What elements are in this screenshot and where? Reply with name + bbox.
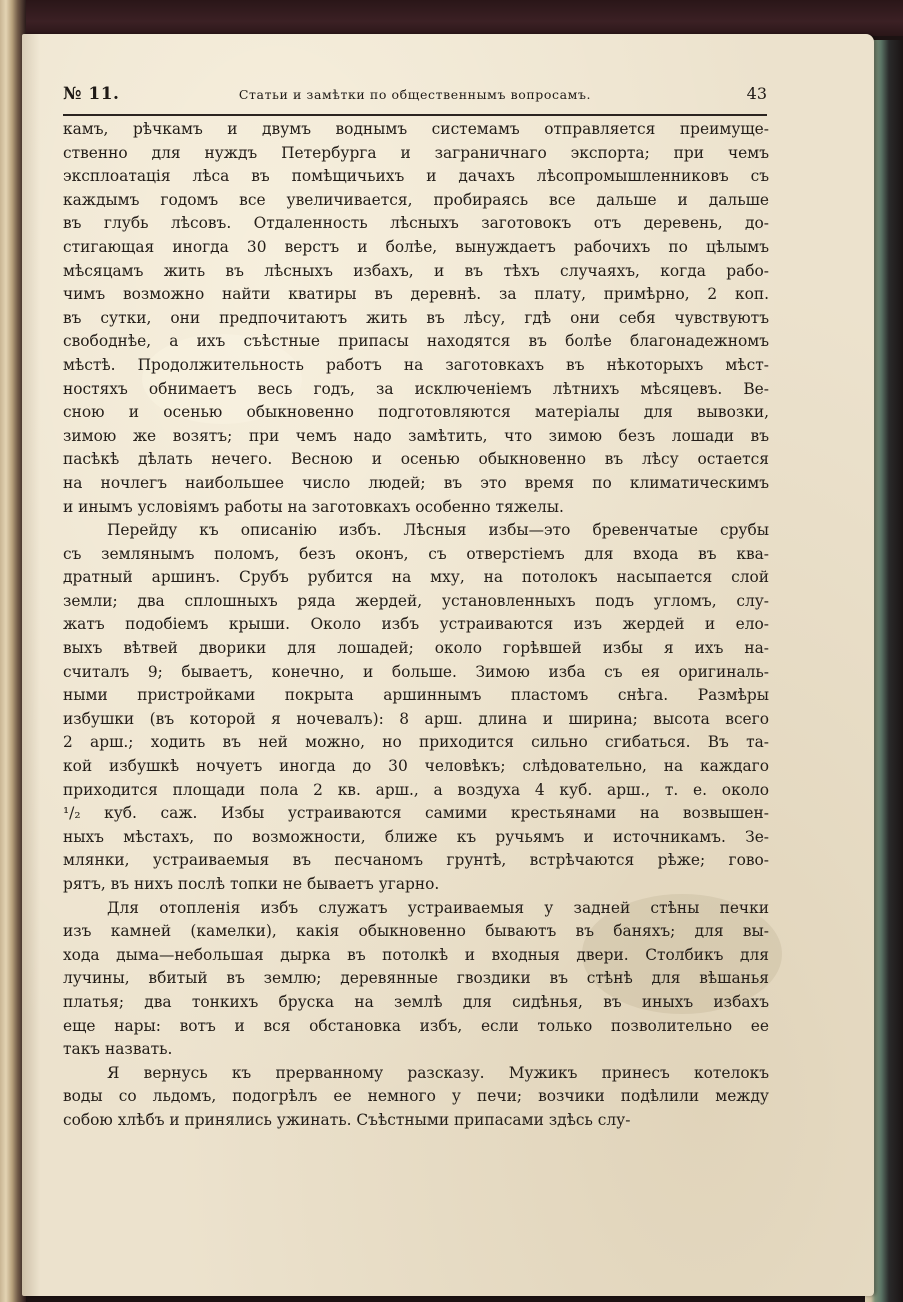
page-number: 43	[746, 84, 767, 103]
text-line: дратный аршинъ. Срубъ рубится на мху, на потолокъ насыпается слой	[63, 568, 769, 587]
text-line: и инымъ условіямъ работы на заготовкахъ особенно тяжелы.	[63, 497, 564, 516]
header-rule	[63, 114, 767, 116]
text-line: изъ камней (камелки), какія обыкновенно бываютъ въ баняхъ; для вы-	[63, 922, 769, 941]
text-line: кой избушкѣ ночуетъ иногда до 30 человѣкъ; слѣдовательно, на каждаго	[63, 757, 769, 776]
text-line: ственно для нуждъ Петербурга и заграничнаго экспорта; при чемъ	[63, 143, 769, 162]
text-line: мѣсяцамъ жить въ лѣсныхъ избахъ, и въ тѣхъ случаяхъ, когда рабо-	[63, 261, 769, 280]
text-line: въ сутки, они предпочитаютъ жить въ лѣсу, гдѣ они себя чувствуютъ	[63, 308, 769, 327]
running-header	[63, 84, 767, 106]
text-line: ныхъ мѣстахъ, по возможности, ближе къ ручьямъ и источникамъ. Зе-	[63, 827, 769, 846]
paragraph	[63, 897, 769, 1062]
text-line: эксплоатація лѣса въ помѣщичьихъ и дачахъ лѣсопромышленниковъ съ	[63, 167, 769, 186]
paragraph	[63, 519, 769, 897]
text-line: Перейду къ описанію избъ. Лѣсныя избы—это бревенчатые срубы	[107, 521, 769, 540]
text-line: считалъ 9; бываетъ, конечно, и больше. Зимою изба съ ея оригиналь-	[63, 662, 769, 681]
text-line: ностяхъ обнимаетъ весь годъ, за исключеніемъ лѣтнихъ мѣсяцевъ. Ве-	[63, 379, 769, 398]
text-line: млянки, устраиваемыя въ песчаномъ грунтѣ, встрѣчаются рѣже; гово-	[63, 851, 769, 870]
text-line: свободнѣе, а ихъ съѣстные припасы находятся въ болѣе благонадежномъ	[63, 332, 769, 351]
body-text	[63, 118, 769, 1133]
text-line: рятъ, въ нихъ послѣ топки не бываетъ угарно.	[63, 875, 440, 893]
text-line: выхъ вѣтвей дворики для лошадей; около горѣвшей избы я ихъ на-	[63, 639, 769, 658]
text-line: въ глубь лѣсовъ. Отдаленность лѣсныхъ заготовокъ отъ деревень, до-	[63, 214, 769, 233]
text-line: зимою же возятъ; при чемъ надо замѣтить, что зимою безъ лошади въ	[63, 426, 769, 445]
text-line: съ землянымъ поломъ, безъ оконъ, съ отверстіемъ для входа въ ква-	[63, 544, 769, 563]
text-line: пасѣкѣ дѣлать нечего. Весною и осенью обыкновенно въ лѣсу остается	[63, 450, 769, 469]
text-line: земли; два сплошныхъ ряда жердей, установленныхъ подъ угломъ, слу-	[63, 591, 769, 610]
text-line: камъ, рѣчкамъ и двумъ воднымъ системамъ отправляется преимуще-	[63, 120, 769, 138]
text-line: ¹/₂ куб. саж. Избы устраиваются самими крестьянами на возвышен-	[63, 804, 769, 823]
paragraph	[63, 1062, 769, 1133]
text-line: Я вернусь къ прерванному разсказу. Мужикъ принесъ котелокъ	[107, 1063, 769, 1082]
text-line: 2 арш.; ходить въ ней можно, но приходится сильно сгибаться. Въ та-	[63, 733, 769, 752]
text-line: воды со льдомъ, подогрѣлъ ее немного у печи; возчики подѣлили между	[63, 1087, 769, 1106]
book-cover-top	[0, 0, 903, 36]
text-line: сною и осенью обыкновенно подготовляются матеріалы для вывозки,	[63, 403, 769, 422]
section-title: Статьи и замѣтки по общественнымъ вопросамъ.	[238, 87, 592, 102]
text-line: каждымъ годомъ все увеличивается, пробираясь все дальше и дальше	[63, 190, 769, 209]
text-line: чимъ возможно найти кватиры въ деревнѣ. за плату, примѣрно, 2 коп.	[63, 285, 769, 304]
text-line: жатъ подобіемъ крыши. Около избъ устраиваются изъ жердей и ело-	[63, 615, 769, 634]
text-line: собою хлѣбъ и принялись ужинать. Съѣстными припасами здѣсь слу-	[63, 1110, 631, 1129]
text-line: стигающая иногда 30 верстъ и болѣе, вынуждаетъ рабочихъ по цѣлымъ	[63, 237, 769, 256]
text-line: Для отопленія избъ служатъ устраиваемыя у задней стѣны печки	[107, 898, 769, 917]
text-line: ными пристройками покрыта аршиннымъ пластомъ снѣга. Размѣры	[63, 686, 769, 705]
text-line: платья; два тонкихъ бруска на землѣ для сидѣнья, въ иныхъ избахъ	[63, 992, 769, 1011]
text-line: такъ назвать.	[63, 1040, 173, 1059]
text-line: лучины, вбитый въ землю; деревянные гвоздики въ стѣнѣ для вѣшанья	[63, 969, 769, 988]
text-line: на ночлегъ наибольшее число людей; въ это время по климатическимъ	[63, 473, 769, 492]
text-line: избушки (въ которой я ночевалъ): 8 арш. длина и ширина; высота всего	[63, 709, 769, 728]
paragraph	[63, 118, 769, 519]
text-line: хода дыма—небольшая дырка въ потолкѣ и входныя двери. Столбикъ для	[63, 945, 769, 964]
text-line: приходится площади пола 2 кв. арш., а воздуха 4 куб. арш., т. е. около	[63, 780, 769, 799]
text-line: мѣстѣ. Продолжительность работъ на заготовкахъ въ нѣкоторыхъ мѣст-	[63, 355, 769, 374]
text-line: еще нары: вотъ и вся обстановка избъ, если только позволительно ее	[63, 1016, 769, 1035]
issue-number: № 11.	[63, 84, 120, 104]
